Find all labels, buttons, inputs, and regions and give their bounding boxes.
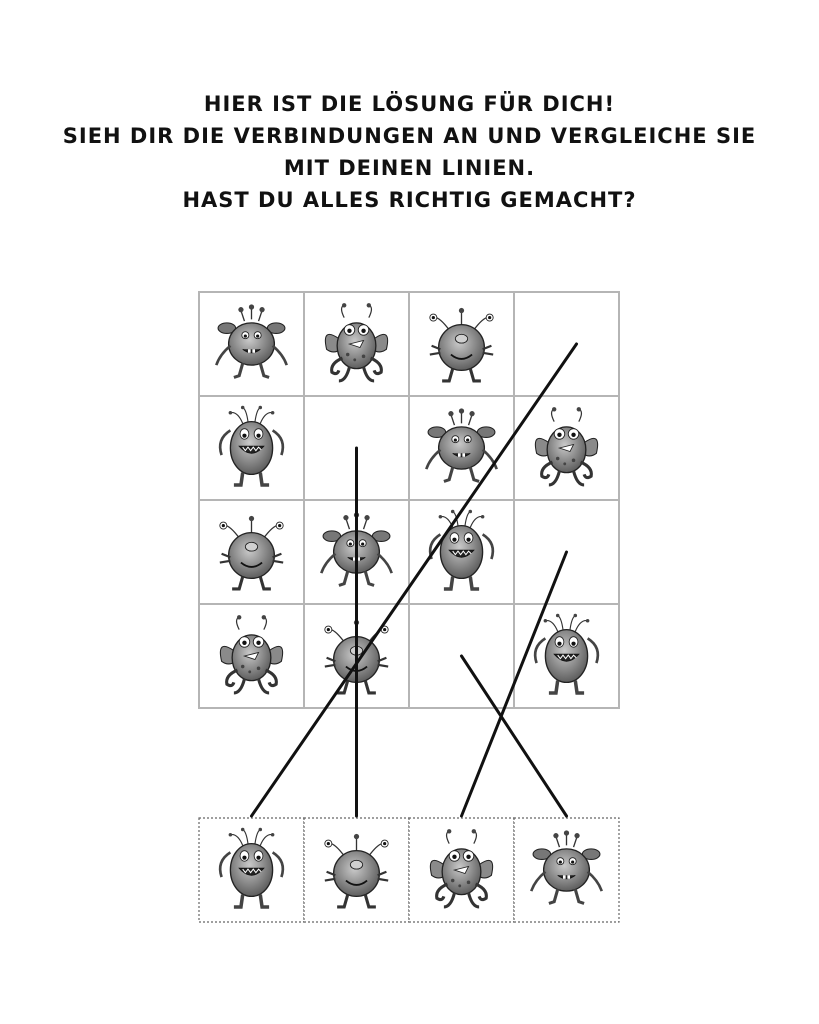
monster-grid — [199, 292, 619, 708]
grid-cell — [199, 396, 304, 500]
instruction-line-4: HAST DU ALLES RICHTIG GEMACHT? — [182, 188, 637, 212]
grid-cell — [409, 396, 514, 500]
grid-cell — [199, 604, 304, 708]
grid-cell — [514, 604, 619, 708]
grid-cell — [514, 292, 619, 396]
grid-cell — [199, 292, 304, 396]
grid-cell — [199, 500, 304, 604]
answer-card — [199, 818, 304, 922]
instruction-line-3: MIT DEINEN LINIEN. — [283, 156, 536, 180]
answer-card — [304, 818, 409, 922]
grid-cell — [409, 500, 514, 604]
answer-card — [409, 818, 514, 922]
instruction-line-1: HIER IST DIE LÖSUNG FÜR DICH! — [203, 92, 616, 116]
answer-card — [514, 818, 619, 922]
answer-row — [199, 818, 619, 922]
grid-cell — [304, 292, 409, 396]
grid-cell — [409, 292, 514, 396]
instruction-line-2: SIEH DIR DIE VERBINDUNGEN AN UND VERGLEICHE SIE — [62, 124, 757, 148]
